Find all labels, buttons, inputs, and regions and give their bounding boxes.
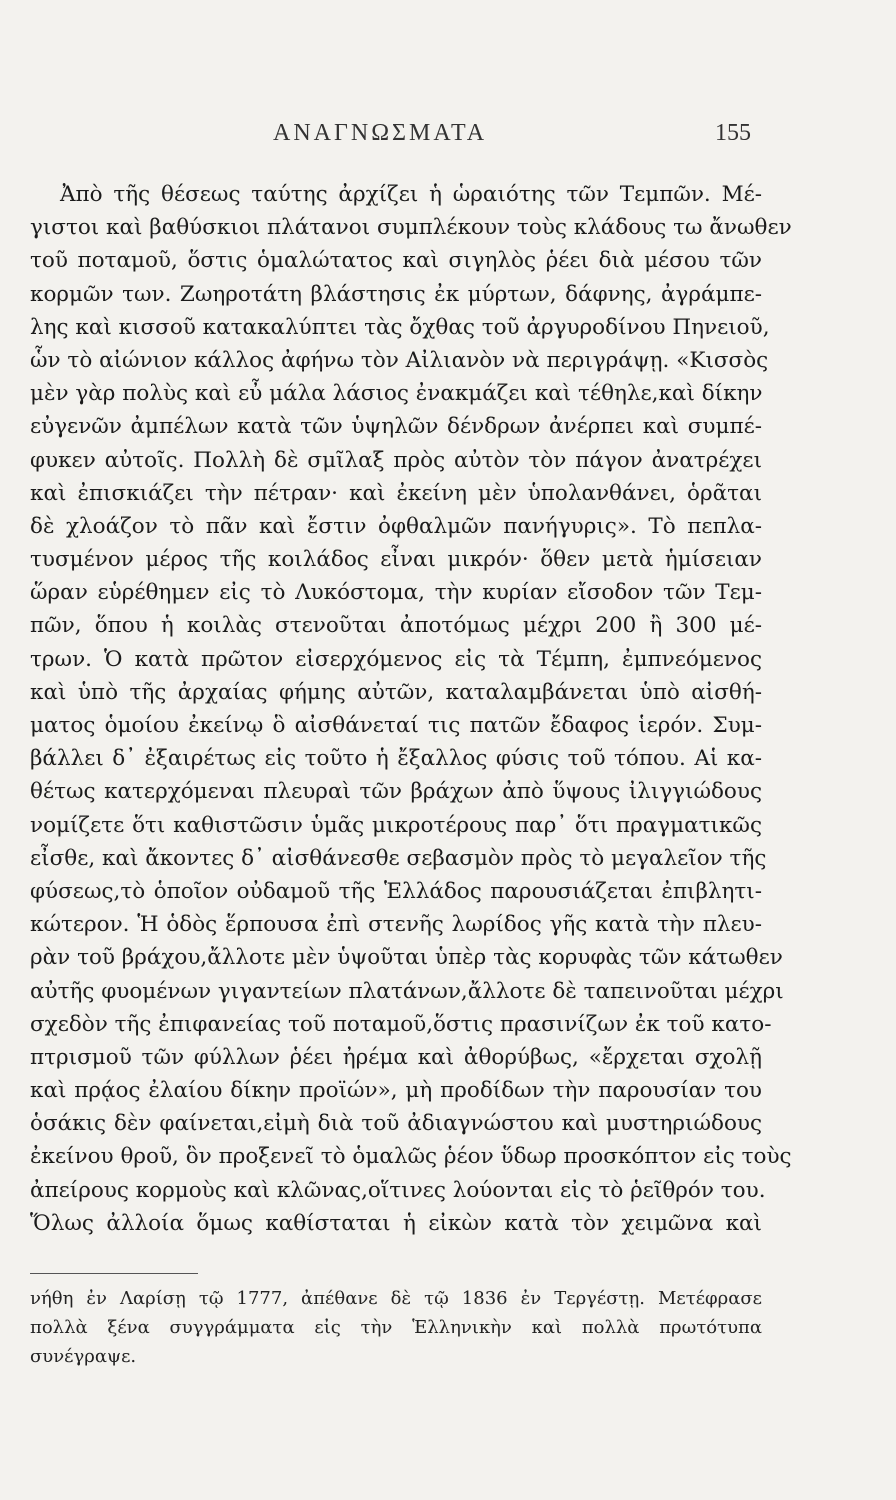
running-title: ΑΝΑΓΝΩΣΜΑΤΑ (273, 120, 488, 146)
text-line: πτρισμοῦ τῶν φύλλων ῥέει ἠρέμα καὶ ἀθορύβως, «ἔρχεται σχολῇ (30, 1044, 762, 1070)
text-line: Ἀπὸ τῆς θέσεως ταύτης ἀρχίζει ἡ ὡραιότης τῶν Τεμπῶν. Μέ- (60, 182, 762, 207)
text-line: εἶσθε, καὶ ἄκοντες δ᾽ αἰσθάνεσθε σεβασμὸν πρὸς τὸ μεγαλεῖον τῆς (30, 845, 767, 871)
text-line: κορμῶν των. Ζωηροτάτη βλάστησις ἐκ μύρτων, δάφνης, ἀγράμπε- (30, 281, 762, 307)
text-line: φυκεν αὐτοῖς. Πολλὴ δὲ σμῖλαξ πρὸς αὐτὸν τὸν πάγον ἀνατρέχει (30, 447, 762, 473)
text-line: καὶ πρᾴος ἐλαίου δίκην προϊών», μὴ προδίδων τὴν παρουσίαν του (30, 1078, 762, 1104)
footnote-line: νήθη ἐν Λαρίσῃ τῷ 1777, ἀπέθανε δὲ τῷ 1836 ἐν Τεργέστῃ. Μετέφρασε (30, 1288, 762, 1309)
footnote-rule (30, 1273, 198, 1274)
text-line: φύσεως,τὸ ὁποῖον οὐδαμοῦ τῆς Ἑλλάδος παρουσιάζεται ἐπιβλητι- (30, 878, 762, 904)
text-line: Ὅλως ἀλλοία ὅμως καθίσταται ἡ εἰκὼν κατὰ τὸν χειμῶνα καὶ (30, 1210, 762, 1236)
text-line: τυσμένον μέρος τῆς κοιλάδος εἶναι μικρόν· ὅθεν μετὰ ἡμίσειαν (30, 547, 762, 573)
text-line: ματος ὁμοίου ἐκείνῳ ὃ αἰσθάνεταί τις πατῶν ἔδαφος ἱερόν. Συμ- (30, 713, 762, 738)
text-line: ρὰν τοῦ βράχου,ἄλλοτε μὲν ὑψοῦται ὑπὲρ τὰς κορυφὰς τῶν κάτωθεν (30, 945, 783, 971)
text-line: γιστοι καὶ βαθύσκιοι πλάτανοι συμπλέκουν τοὺς κλάδους τω ἄνωθεν (30, 215, 792, 241)
text-line: βάλλει δ᾽ ἐξαιρέτως εἰς τοῦτο ἡ ἔξαλλος φύσις τοῦ τόπου. Αἱ κα- (30, 746, 762, 772)
text-line: νομίζετε ὅτι καθιστῶσιν ὑμᾶς μικροτέρους παρ᾽ ὅτι πραγματικῶς (30, 812, 762, 838)
text-line: λης καὶ κισσοῦ κατακαλύπτει τὰς ὄχθας τοῦ ἀργυροδίνου Πηνειοῦ, (30, 314, 770, 340)
text-line: μὲν γὰρ πολὺς καὶ εὖ μάλα λάσιος ἐνακμάζει καὶ τέθηλε,καὶ δίκην (30, 381, 763, 407)
footnote-line: πολλὰ ξένα συγγράμματα εἰς τὴν Ἑλληνικὴν καὶ πολλὰ πρωτότυπα (30, 1317, 762, 1338)
body-text (30, 178, 792, 1240)
text-line: ἐκείνου θροῦ, ὃν προξενεῖ τὸ ὁμαλῶς ῥέον ὕδωρ προσκόπτον εἰς τοὺς (30, 1144, 792, 1170)
text-line: ὁσάκις δὲν φαίνεται,εἰμὴ διὰ τοῦ ἀδιαγνώστου καὶ μυστηριώδους (30, 1111, 762, 1137)
footnote-line: συνέγραψε. (30, 1346, 137, 1367)
text-line: καὶ ἐπισκιάζει τὴν πέτραν· καὶ ἐκείνη μὲν ὑπολανθάνει, ὁρᾶται (30, 480, 762, 506)
text-line: καὶ ὑπὸ τῆς ἀρχαίας φήμης αὐτῶν, καταλαμβάνεται ὑπὸ αἰσθή- (30, 679, 762, 705)
text-line: ὥραν εὑρέθημεν εἰς τὸ Λυκόστομα, τὴν κυρίαν εἴσοδον τῶν Τεμ- (30, 580, 762, 606)
text-line: τρων. Ὁ κατὰ πρῶτον εἰσερχόμενος εἰς τὰ Τέμπη, ἐμπνεόμενος (30, 646, 762, 672)
text-line: ἀπείρους κορμοὺς καὶ κλῶνας,οἵτινες λούονται εἰς τὸ ῥεῖθρόν του. (30, 1177, 766, 1203)
footnote (30, 1284, 762, 1371)
text-line: σχεδὸν τῆς ἐπιφανείας τοῦ ποταμοῦ,ὅστις πρασινίζων ἐκ τοῦ κατο- (30, 1011, 772, 1037)
running-head (0, 120, 896, 160)
text-line: κώτερον. Ἡ ὁδὸς ἕρπουσα ἐπὶ στενῆς λωρίδος γῆς κατὰ τὴν πλευ- (30, 912, 762, 938)
text-line: ὧν τὸ αἰώνιον κάλλος ἀφήνω τὸν Αἰλιανὸν νὰ περιγράψῃ. «Κισσὸς (30, 347, 769, 373)
text-line: πῶν, ὅπου ἡ κοιλὰς στενοῦται ἀποτόμως μέχρι 200 ἢ 300 μέ- (30, 613, 762, 639)
text-line: αὐτῆς φυομένων γιγαντείων πλατάνων,ἄλλοτε δὲ ταπεινοῦται μέχρι (30, 978, 784, 1004)
text-line: δὲ χλοάζον τὸ πᾶν καὶ ἔστιν ὀφθαλμῶν πανήγυρις». Τὸ πεπλα- (30, 513, 762, 539)
text-line: εὐγενῶν ἀμπέλων κατὰ τῶν ὑψηλῶν δένδρων ἀνέρπει καὶ συμπέ- (30, 414, 762, 440)
text-line: τοῦ ποταμοῦ, ὅστις ὁμαλώτατος καὶ σιγηλὸς ῥέει διὰ μέσου τῶν (30, 248, 762, 274)
text-line: θέτως κατερχόμεναι πλευραὶ τῶν βράχων ἀπὸ ὕψους ἰλιγγιώδους (30, 779, 762, 805)
page-number: 155 (715, 120, 751, 146)
